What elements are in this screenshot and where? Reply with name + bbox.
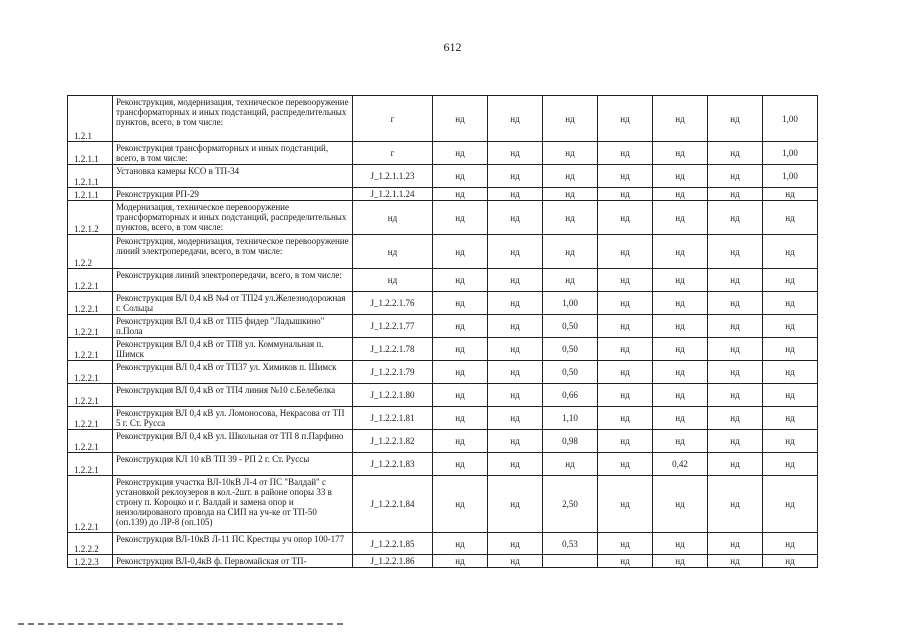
row-name-cell: Реконструкция ВЛ 0,4 кВ от ТП8 ул. Коммунальная п. Шимск xyxy=(113,338,353,361)
row-value-cell: нд xyxy=(708,188,763,201)
row-value-cell: нд xyxy=(543,142,598,165)
row-value-cell: нд xyxy=(653,269,708,292)
row-value-cell: нд xyxy=(653,292,708,315)
row-value-cell: нд xyxy=(763,384,818,407)
row-value-cell: нд xyxy=(708,315,763,338)
row-value-cell: нд xyxy=(598,188,653,201)
row-value-cell: нд xyxy=(708,269,763,292)
row-value-cell: 1,00 xyxy=(543,292,598,315)
row-value-cell: нд xyxy=(488,315,543,338)
table-row xyxy=(68,453,818,476)
table-row xyxy=(68,555,818,568)
row-name-cell: Реконструкция ВЛ 0,4 кВ от ТП4 линия №10 с.Белебелка xyxy=(113,384,353,407)
row-code-cell: 1.2.2.1 xyxy=(68,384,113,407)
row-value-cell: нд xyxy=(763,361,818,384)
row-value-cell: нд xyxy=(763,476,818,533)
row-value-cell: нд xyxy=(598,142,653,165)
row-value-cell: нд xyxy=(653,188,708,201)
row-value-cell: нд xyxy=(708,338,763,361)
table-row xyxy=(68,407,818,430)
row-value-cell: нд xyxy=(488,453,543,476)
row-value-cell: нд xyxy=(708,533,763,555)
table-row xyxy=(68,165,818,188)
row-value-cell: 1,10 xyxy=(543,407,598,430)
row-code-cell: 1.2.2.1 xyxy=(68,476,113,533)
row-name-cell: Реконструкция, модернизация, техническое перевооружение трансформаторных и иных подстанций, распределительных пунктов, всего, в том числе: xyxy=(113,96,353,142)
row-value-cell: нд xyxy=(598,453,653,476)
table-row xyxy=(68,315,818,338)
row-name-cell: Реконструкция участка ВЛ-10кВ Л-4 от ПС "Валдай" с установкой реклоузеров в кол.-2шт. в районе опоры 33 в строну п. Короцко и г. Валдай и замена опор и неизолированого провода на СИП на уч-ке от ТП-50 (оп.139) до ЛР-8 (оп.105) xyxy=(113,476,353,533)
row-value-cell: нд xyxy=(543,201,598,235)
row-id-cell: J_1.2.2.1.80 xyxy=(353,384,433,407)
row-value-cell: нд xyxy=(708,96,763,142)
table-row xyxy=(68,338,818,361)
row-code-cell: 1.2.1.1 xyxy=(68,142,113,165)
row-value-cell: нд xyxy=(708,384,763,407)
row-name-cell: Реконструкция КЛ 10 кВ ТП 39 - РП 2 г. Ст. Руссы xyxy=(113,453,353,476)
row-code-cell: 1.2.2.2 xyxy=(68,533,113,555)
row-value-cell: нд xyxy=(433,407,488,430)
row-value-cell: нд xyxy=(653,96,708,142)
row-value-cell: нд xyxy=(488,407,543,430)
row-value-cell: нд xyxy=(763,533,818,555)
row-name-cell: Реконструкция, модернизация, техническое перевооружение линий электропередачи, всего, в том числе: xyxy=(113,235,353,269)
row-id-cell: нд xyxy=(353,235,433,269)
row-value-cell: нд xyxy=(488,188,543,201)
table-row xyxy=(68,292,818,315)
page-number: 612 xyxy=(443,40,462,54)
row-value-cell: нд xyxy=(488,165,543,188)
row-value-cell: нд xyxy=(708,453,763,476)
table-row xyxy=(68,533,818,555)
row-code-cell: 1.2.2.1 xyxy=(68,292,113,315)
row-code-cell: 1.2.2.3 xyxy=(68,555,113,568)
row-name-cell: Реконструкция ВЛ 0,4 кВ от ТП5 фидер "Ладышкино" п.Пола xyxy=(113,315,353,338)
row-name-cell: Реконструкция РП-29 xyxy=(113,188,353,201)
table-row xyxy=(68,96,818,142)
row-value-cell: нд xyxy=(598,292,653,315)
row-value-cell: нд xyxy=(488,361,543,384)
row-id-cell: J_1.2.2.1.76 xyxy=(353,292,433,315)
row-value-cell: нд xyxy=(708,430,763,453)
row-value-cell: нд xyxy=(598,235,653,269)
row-value-cell: нд xyxy=(708,476,763,533)
row-value-cell: 1,00 xyxy=(763,142,818,165)
row-id-cell: J_1.2.2.1.82 xyxy=(353,430,433,453)
row-value-cell: нд xyxy=(488,96,543,142)
row-value-cell: нд xyxy=(488,292,543,315)
row-value-cell: 1,00 xyxy=(763,165,818,188)
row-value-cell: 0,42 xyxy=(653,453,708,476)
row-id-cell: J_1.2.2.1.83 xyxy=(353,453,433,476)
row-code-cell: 1.2.2 xyxy=(68,235,113,269)
row-value-cell: нд xyxy=(653,533,708,555)
row-value-cell: нд xyxy=(488,338,543,361)
row-name-cell: Реконструкция ВЛ 0,4 кВ №4 от ТП24 ул.Железнодорожная г. Сольцы xyxy=(113,292,353,315)
row-value-cell: нд xyxy=(433,430,488,453)
row-code-cell: 1.2.2.1 xyxy=(68,338,113,361)
row-value-cell: нд xyxy=(653,315,708,338)
row-value-cell: нд xyxy=(653,555,708,568)
row-name-cell: Реконструкция ВЛ-0,4кВ ф. Первомайская от ТП- xyxy=(113,555,353,568)
row-value-cell: нд xyxy=(763,188,818,201)
row-code-cell: 1.2.2.1 xyxy=(68,315,113,338)
row-name-cell: Реконструкция линий электропередачи, всего, в том числе: xyxy=(113,269,353,292)
row-value-cell: нд xyxy=(653,201,708,235)
row-value-cell: нд xyxy=(763,315,818,338)
row-value-cell: 0,50 xyxy=(543,361,598,384)
row-value-cell: нд xyxy=(488,430,543,453)
row-value-cell: нд xyxy=(763,407,818,430)
row-value-cell: нд xyxy=(708,361,763,384)
row-value-cell: нд xyxy=(433,235,488,269)
row-code-cell: 1.2.1.2 xyxy=(68,201,113,235)
row-value-cell: нд xyxy=(543,235,598,269)
row-name-cell: Модернизация, техническое перевооружение трансформаторных и иных подстанций, распределительных пунктов, всего, в том числе: xyxy=(113,201,353,235)
table-row xyxy=(68,384,818,407)
row-id-cell: г xyxy=(353,96,433,142)
row-name-cell: Реконструкция ВЛ 0,4 кВ ул. Школьная от ТП 8 п.Парфино xyxy=(113,430,353,453)
row-value-cell: нд xyxy=(433,338,488,361)
row-value-cell: нд xyxy=(653,384,708,407)
row-value-cell: 1,00 xyxy=(763,96,818,142)
row-value-cell: нд xyxy=(708,407,763,430)
row-id-cell: J_1.2.2.1.79 xyxy=(353,361,433,384)
row-value-cell: нд xyxy=(708,292,763,315)
row-value-cell: нд xyxy=(488,555,543,568)
row-value-cell: нд xyxy=(763,269,818,292)
row-value-cell: нд xyxy=(543,96,598,142)
table-row xyxy=(68,142,818,165)
row-id-cell: J_1.2.2.1.78 xyxy=(353,338,433,361)
scan-edge-rule xyxy=(18,623,343,625)
row-id-cell: J_1.2.2.1.85 xyxy=(353,533,433,555)
row-value-cell xyxy=(543,555,598,568)
row-value-cell: нд xyxy=(763,453,818,476)
row-value-cell: нд xyxy=(488,476,543,533)
row-value-cell: нд xyxy=(433,201,488,235)
row-value-cell: нд xyxy=(488,201,543,235)
row-name-cell: Реконструкция ВЛ 0,4 кВ от ТП37 ул. Химиков п. Шимск xyxy=(113,361,353,384)
row-value-cell: нд xyxy=(653,476,708,533)
row-name-cell: Реконструкция ВЛ 0,4 кВ ул. Ломоносова, Некрасова от ТП 5 г. Ст. Русса xyxy=(113,407,353,430)
row-value-cell: нд xyxy=(708,142,763,165)
row-value-cell: нд xyxy=(598,476,653,533)
row-code-cell: 1.2.1 xyxy=(68,96,113,142)
row-id-cell: J_1.2.2.1.84 xyxy=(353,476,433,533)
row-value-cell: 0,66 xyxy=(543,384,598,407)
row-value-cell: нд xyxy=(653,361,708,384)
row-value-cell: нд xyxy=(653,407,708,430)
row-code-cell: 1.2.1.1 xyxy=(68,188,113,201)
row-code-cell: 1.2.2.1 xyxy=(68,407,113,430)
row-value-cell: нд xyxy=(763,338,818,361)
row-value-cell: 0,98 xyxy=(543,430,598,453)
row-value-cell: нд xyxy=(653,165,708,188)
row-code-cell: 1.2.2.1 xyxy=(68,361,113,384)
row-value-cell: нд xyxy=(433,315,488,338)
row-id-cell: J_1.2.1.1.23 xyxy=(353,165,433,188)
row-value-cell: нд xyxy=(433,269,488,292)
row-value-cell: нд xyxy=(708,201,763,235)
row-value-cell: нд xyxy=(598,269,653,292)
row-value-cell: нд xyxy=(708,165,763,188)
row-value-cell: нд xyxy=(598,555,653,568)
row-value-cell: нд xyxy=(708,235,763,269)
row-value-cell: нд xyxy=(433,292,488,315)
row-value-cell: нд xyxy=(433,188,488,201)
row-code-cell: 1.2.2.1 xyxy=(68,269,113,292)
row-id-cell: J_1.2.1.1.24 xyxy=(353,188,433,201)
row-value-cell: нд xyxy=(598,315,653,338)
row-id-cell: J_1.2.2.1.77 xyxy=(353,315,433,338)
row-value-cell: нд xyxy=(488,269,543,292)
row-value-cell: нд xyxy=(763,235,818,269)
row-value-cell: нд xyxy=(433,384,488,407)
row-value-cell: нд xyxy=(598,430,653,453)
row-value-cell: нд xyxy=(598,201,653,235)
table-row xyxy=(68,201,818,235)
investment-table xyxy=(67,95,818,568)
row-name-cell: Реконструкция трансформаторных и иных подстанций, всего, в том числе: xyxy=(113,142,353,165)
row-value-cell: нд xyxy=(433,142,488,165)
row-value-cell: нд xyxy=(488,384,543,407)
row-value-cell: нд xyxy=(763,201,818,235)
row-value-cell: нд xyxy=(433,165,488,188)
row-value-cell: нд xyxy=(433,555,488,568)
table-row xyxy=(68,235,818,269)
row-code-cell: 1.2.2.1 xyxy=(68,453,113,476)
row-value-cell: 0,53 xyxy=(543,533,598,555)
row-id-cell: нд xyxy=(353,201,433,235)
row-name-cell: Реконструкция ВЛ-10кВ Л-11 ПС Крестцы уч опор 100-177 xyxy=(113,533,353,555)
row-value-cell: нд xyxy=(543,269,598,292)
row-value-cell: нд xyxy=(488,533,543,555)
row-value-cell: нд xyxy=(653,338,708,361)
row-value-cell: нд xyxy=(488,235,543,269)
row-value-cell: нд xyxy=(598,407,653,430)
row-value-cell: нд xyxy=(763,555,818,568)
row-value-cell: нд xyxy=(653,430,708,453)
row-value-cell: нд xyxy=(543,453,598,476)
row-id-cell: г xyxy=(353,142,433,165)
row-code-cell: 1.2.2.1 xyxy=(68,430,113,453)
table-row xyxy=(68,188,818,201)
row-value-cell: 0,50 xyxy=(543,315,598,338)
row-value-cell: нд xyxy=(598,361,653,384)
row-value-cell: нд xyxy=(543,165,598,188)
row-value-cell: нд xyxy=(598,384,653,407)
row-value-cell: нд xyxy=(598,338,653,361)
table-row xyxy=(68,269,818,292)
row-value-cell: нд xyxy=(433,361,488,384)
row-value-cell: нд xyxy=(543,188,598,201)
row-id-cell: J_1.2.2.1.86 xyxy=(353,555,433,568)
row-value-cell: нд xyxy=(598,165,653,188)
row-value-cell: нд xyxy=(433,533,488,555)
table-row xyxy=(68,430,818,453)
row-value-cell: 2,50 xyxy=(543,476,598,533)
row-id-cell: нд xyxy=(353,269,433,292)
row-value-cell: нд xyxy=(763,292,818,315)
table-row xyxy=(68,361,818,384)
row-value-cell: нд xyxy=(653,142,708,165)
row-id-cell: J_1.2.2.1.81 xyxy=(353,407,433,430)
row-code-cell: 1.2.1.1 xyxy=(68,165,113,188)
row-value-cell: нд xyxy=(433,476,488,533)
row-value-cell: нд xyxy=(653,235,708,269)
row-value-cell: нд xyxy=(763,430,818,453)
row-value-cell: нд xyxy=(433,96,488,142)
row-name-cell: Установка камеры КСО в ТП-34 xyxy=(113,165,353,188)
row-value-cell: нд xyxy=(598,96,653,142)
row-value-cell: нд xyxy=(433,453,488,476)
row-value-cell: нд xyxy=(488,142,543,165)
row-value-cell: нд xyxy=(708,555,763,568)
row-value-cell: нд xyxy=(598,533,653,555)
table-row xyxy=(68,476,818,533)
row-value-cell: 0,50 xyxy=(543,338,598,361)
